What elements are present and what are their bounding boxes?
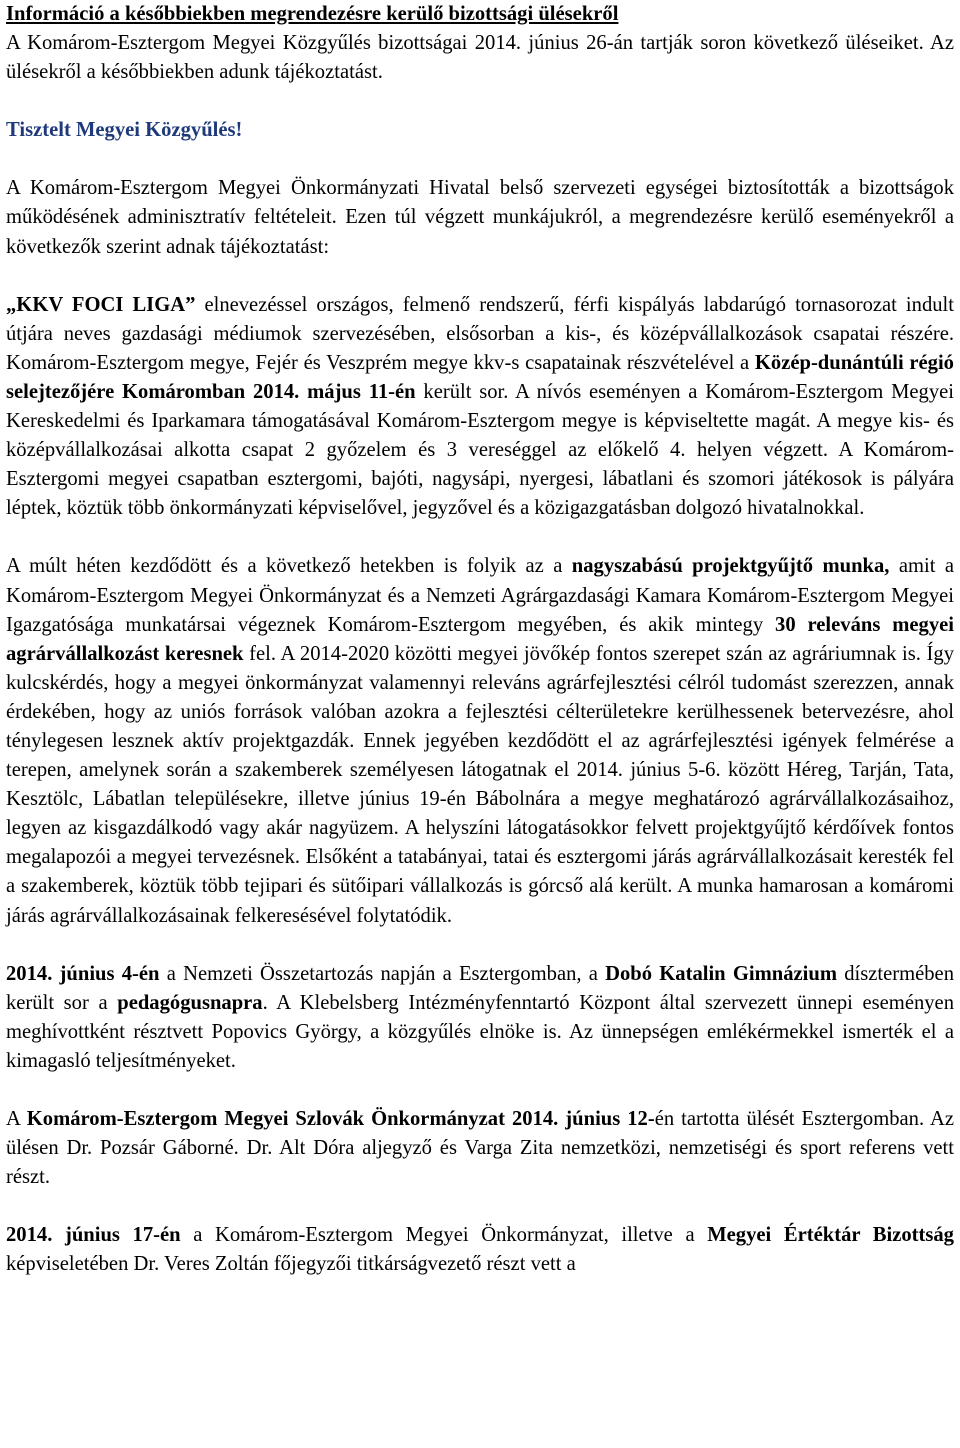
projekt-bold-2: 30 releváns megyei agrárvállalkozást keresnek bbox=[6, 613, 954, 665]
kkv-text-1: elnevezéssel országos, felmenő rendszerű, férfi kispályás labdarúgó tornasorozat indult útjára neves gazdasági médiumok szervezésében, elsősorban a kis-, és középvállalkozások csapatai részére. Komárom-Esztergom megye, Fejér és Veszprém megye kkv-s csapatainak részvételével a bbox=[6, 293, 954, 374]
info-heading-block bbox=[6, 0, 954, 87]
kkv-text-2: került sor. A nívós eseményen a Komárom-Esztergom Megyei Kereskedelmi és Iparkamara támogatásával Komárom-Esztergom megye is képviseltette magát. A megye kis- és középvállalkozásai alkotta csapat 2 győzelem és 3 vereséggel az előkelő 4. helyen végzett. A Komárom-Esztergomi megyei csapatban esztergomi, bajóti, nagysápi, nyergesi, lábatlani és szomori játékosok is pályára léptek, köztük több önkormányzati képviselővel, jegyzővel és a közigazgatásban dolgozó hivatalnokkal. bbox=[6, 380, 954, 520]
ertektar-text-1: a Komárom-Esztergom Megyei Önkormányzat, illetve a bbox=[180, 1224, 708, 1247]
pedagogus-paragraph bbox=[6, 960, 954, 1076]
info-heading-text: A Komárom-Esztergom Megyei Közgyűlés bizottságai 2014. június 26-án tartják soron következő üléseiket. Az ülésekről a későbbiekben adunk tájékoztatást. bbox=[6, 32, 954, 84]
szlovak-text-2: én tartotta ülését Esztergomban. Az ülésen Dr. Pozsár Gáborné. Dr. Alt Dóra aljegyző és Varga Zita nemzetközi, nemzetiségi és sport referens vett részt. bbox=[6, 1108, 954, 1189]
pedagogus-text-2: dísztermében került sor a bbox=[6, 962, 954, 1014]
kkv-title: „KKV FOCI LIGA” bbox=[6, 293, 196, 316]
projekt-text-3: fel. A 2014-2020 közötti megyei jövőkép fontos szerepet szán az agráriumnak is. Így kulcskérdés, hogy a megyei önkormányzat valamennyi releváns agrárfejlesztési célról tudomást szerezzen, annak érdekében, hogy az uniós források valóban azokra a fejlesztési célterületekre kerülhessenek betervezésre, ahol ténylegesen lesznek aktív projektgazdák. Ennek jegyében kezdődött el az agrárfejlesztési igények felmérése a terepen, amelynek során a szakemberek személyesen látogatnak el 2014. június 5-6. között Héreg, Tarján, Tata, Kesztölc, Lábatlan településekre, illetve június 19-én Bábolnára a megye meghatározó agrárvállalkozásaihoz, legyen az kisgazdálkodó vagy akár nagyüzem. A helyszíni látogatásokkor felvett projektgyűjtő kérdőívek fontos megalapozói a megyei tervezésnek. Elsőként a tatabányai, tatai és esztergomi járás agrárvállalkozásait keresték fel a szakemberek, köztük több tejipari és sütőipari vállalkozás is górcső alá került. A munka hamarosan a komáromi járás agrárvállalkozásainak felkeresésével folytatódik. bbox=[6, 642, 954, 927]
ertektar-text-2: képviseletében Dr. Veres Zoltán főjegyzői titkárságvezető részt vett a bbox=[6, 1253, 576, 1276]
info-heading-title: Információ a későbbiekben megrendezésre kerülő bizottsági ülésekről bbox=[6, 3, 619, 25]
projekt-text-2: amit a Komárom-Esztergom Megyei Önkormányzat és a Nemzeti Agrárgazdasági Kamara Komárom-Esztergom Megyei Igazgatósága munkatársai végeznek Komárom-Esztergom megyében, és akik mintegy bbox=[6, 555, 954, 636]
ertektar-committee: Megyei Értéktár Bizottság bbox=[707, 1224, 954, 1247]
pedagogus-school: Dobó Katalin Gimnázium bbox=[605, 962, 837, 985]
pedagogus-date: 2014. június 4-én bbox=[6, 962, 160, 985]
greeting: Tisztelt Megyei Közgyűlés! bbox=[6, 119, 243, 142]
pedagogus-text-3: . A Klebelsberg Intézményfenntartó Központ által szervezett ünnepi eseményen meghívottként résztvett Popovics György, a közgyűlés elnöke is. Az ünnepségen emlékérmekkel ismerték el a kimagasló teljesítményeket. bbox=[6, 991, 954, 1072]
document-page bbox=[6, 0, 954, 1279]
projekt-bold-1: nagyszabású projektgyűjtő munka, bbox=[571, 555, 890, 578]
intro-paragraph: A Komárom-Esztergom Megyei Önkormányzati Hivatal belső szervezeti egységei biztosították a bizottságok működésének adminisztratív feltételeit. Ezen túl végzett munkájukról, a megrendezésre kerülő eseményekről a következők szerint adnak tájékoztatást: bbox=[6, 177, 954, 258]
szlovak-paragraph bbox=[6, 1105, 954, 1192]
kkv-paragraph bbox=[6, 291, 954, 524]
ertektar-paragraph bbox=[6, 1221, 954, 1279]
projekt-text-1: A múlt héten kezdődött és a következő hetekben is folyik az a bbox=[6, 555, 572, 578]
pedagogus-text-1: a Nemzeti Összetartozás napján a Esztergomban, a bbox=[159, 962, 606, 985]
szlovak-bold: Komárom-Esztergom Megyei Szlovák Önkormányzat 2014. június 12- bbox=[26, 1108, 655, 1130]
pedagogus-event: pedagógusnapra bbox=[117, 991, 263, 1014]
szlovak-text-1: A bbox=[6, 1108, 27, 1130]
projekt-paragraph bbox=[6, 552, 954, 930]
kkv-event: Közép-dunántúli régió selejtezőjére Komáromban 2014. május 11-én bbox=[6, 351, 954, 403]
ertektar-date: 2014. június 17-én bbox=[6, 1224, 181, 1247]
